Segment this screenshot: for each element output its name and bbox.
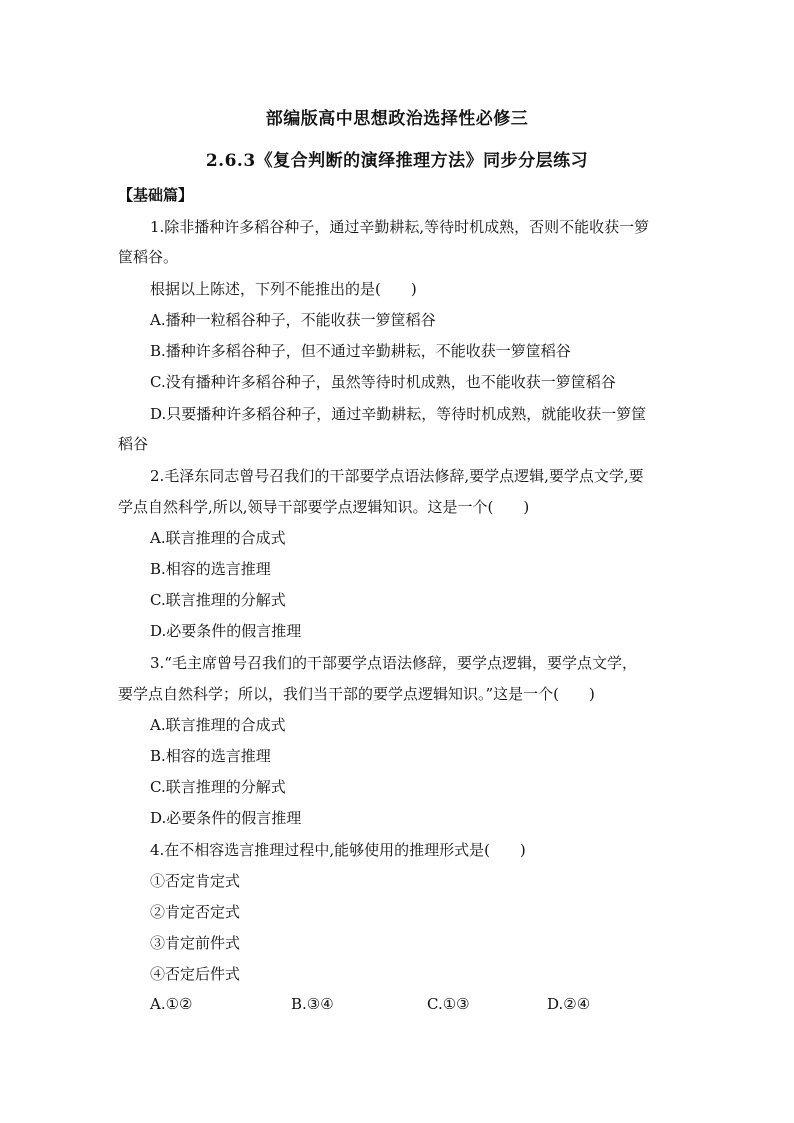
- q2-option-b: B.相容的选言推理: [150, 560, 271, 578]
- q4-item-1: ①否定肯定式: [150, 872, 241, 890]
- q4-option-d: D.②④: [547, 995, 591, 1013]
- q1-option-b: B.播种许多稻谷种子，但不通过辛勤耕耘，不能收获一箩筐稻谷: [150, 342, 571, 360]
- q4-options-row: [150, 995, 710, 1015]
- q4-item-4: ④否定后件式: [150, 965, 241, 983]
- q1-option-d-line2: 稻谷: [118, 435, 149, 453]
- q1-stem-line2: 筐稻谷。: [118, 248, 179, 266]
- q3-stem-line2: 要学点自然科学；所以，我们当干部的要学点逻辑知识。”这是一个( ): [118, 685, 595, 703]
- q3-option-a: A.联言推理的合成式: [150, 716, 286, 734]
- q2-stem-line1: 2.毛泽东同志曾号召我们的干部要学点语法修辞,要学点逻辑,要学点文学,要: [150, 467, 644, 485]
- document-title: 部编版高中思想政治选择性必修三: [265, 109, 529, 129]
- q3-option-c: C.联言推理的分解式: [150, 778, 286, 796]
- q1-option-a: A.播种一粒稻谷种子，不能收获一箩筐稻谷: [150, 311, 436, 329]
- q2-option-d: D.必要条件的假言推理: [150, 622, 302, 640]
- q4-option-c: C.①③: [427, 995, 470, 1013]
- q1-option-c: C.没有播种许多稻谷种子，虽然等待时机成熟，也不能收获一箩筐稻谷: [150, 373, 616, 391]
- q3-option-d: D.必要条件的假言推理: [150, 809, 302, 827]
- q2-option-c: C.联言推理的分解式: [150, 591, 286, 609]
- q4-option-a: A.①②: [150, 995, 193, 1013]
- q1-option-d-line1: D.只要播种许多稻谷种子，通过辛勤耕耘，等待时机成熟，就能收获一箩筐: [150, 405, 647, 423]
- q2-option-a: A.联言推理的合成式: [150, 529, 286, 547]
- q4-item-2: ②肯定否定式: [150, 903, 241, 921]
- q4-option-b: B.③④: [291, 995, 334, 1013]
- q4-stem: 4.在不相容选言推理过程中,能够使用的推理形式是( ): [150, 841, 526, 859]
- document-subtitle: 2.6.3《复合判断的演绎推理方法》同步分层练习: [205, 151, 589, 171]
- section-heading: 【基础篇】: [118, 186, 194, 204]
- q1-stem-line1: 1.除非播种许多稻谷种子，通过辛勤耕耘,等待时机成熟，否则不能收获一箩: [150, 218, 650, 236]
- q3-option-b: B.相容的选言推理: [150, 747, 271, 765]
- q2-stem-line2: 学点自然科学,所以,领导干部要学点逻辑知识。这是一个( ): [118, 498, 530, 516]
- q1-prompt: 根据以上陈述，下列不能推出的是( ): [150, 280, 417, 298]
- q4-item-3: ③肯定前件式: [150, 934, 241, 952]
- q3-stem-line1: 3.“毛主席曾号召我们的干部要学点语法修辞，要学点逻辑，要学点文学，: [150, 654, 637, 672]
